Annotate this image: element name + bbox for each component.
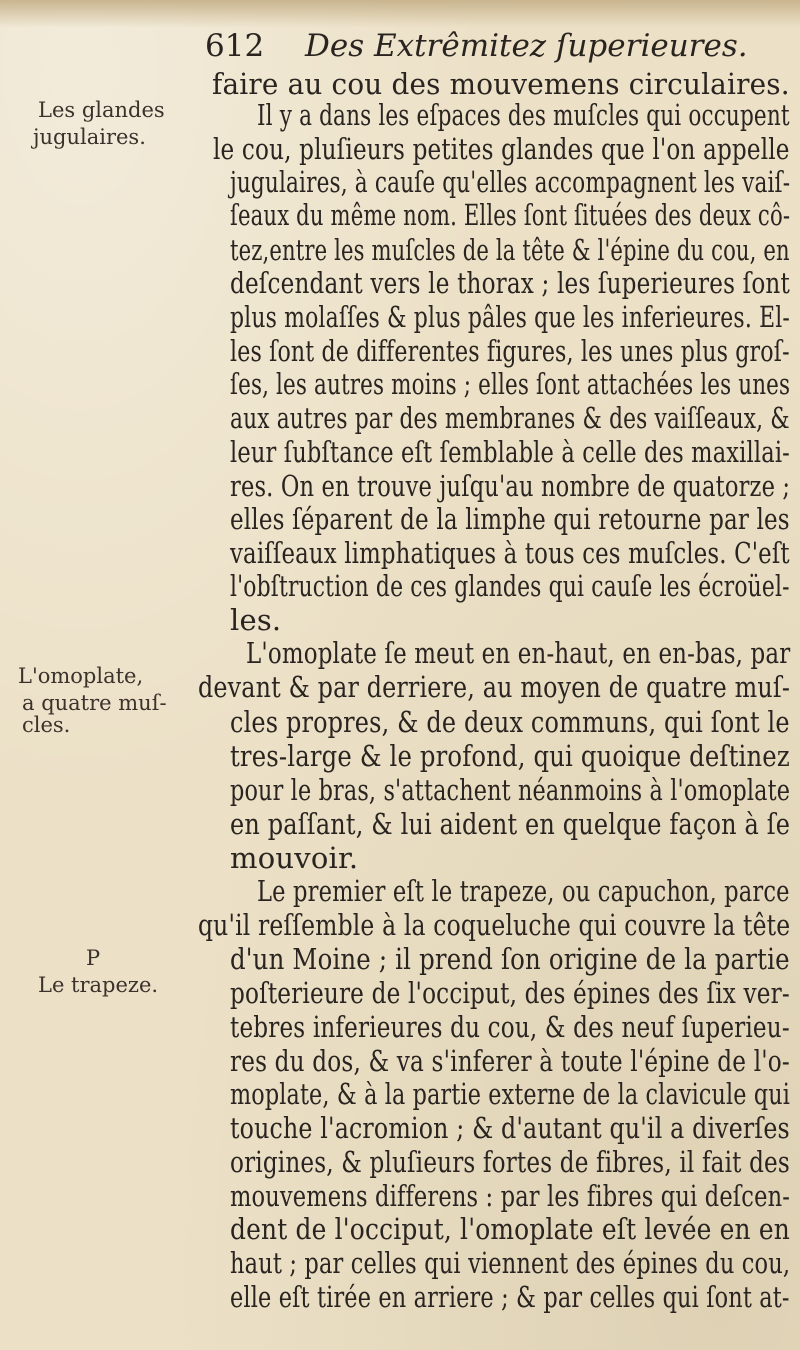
text-line-4: jugulaires, à cauſe qu'elles accompagnent les vaiſ- [230,165,791,199]
text-line-19: devant & par derriere, au moyen de quatre muſ- [198,670,791,704]
margin-note-cles: cles. [22,713,71,737]
page-number: 612 [205,28,265,64]
page-top-edge [0,0,800,28]
text-line-12: leur ſubſtance eſt ſemblable à celle des maxillai- [230,435,790,469]
text-line-3: le cou, pluſieurs petites glandes que l'on appelle [213,132,790,166]
text-line-28: poſterieure de l'occiput, des épines des ſix ver- [230,976,790,1010]
text-line-2: Il y a dans les eſpaces des muſcles qui occupent [257,98,790,132]
text-line-8: plus molaſſes & plus pâles que les inferieures. El- [230,300,790,334]
margin-note-p: P [86,946,101,970]
margin-note-quatre-muscles: a quatre muſ- [22,691,167,715]
text-line-1: faire au cou des mouvemens circulaires. [212,67,790,101]
text-line-9: les ſont de differentes figures, les unes plus groſ- [230,334,790,368]
text-line-5: ſeaux du même nom. Elles ſont ſituées des deux cô- [230,198,791,232]
text-line-37: elle eſt tirée en arriere ; & par celles qui ſont at- [230,1280,790,1314]
margin-note-glandes: Les glandes [38,98,165,122]
text-line-23: en paſſant, & lui aident en quelque façon à ſe [230,807,791,841]
text-line-15: vaiſſeaux limphatiques à tous ces muſcles. C'eſt [230,536,790,570]
text-line-29: tebres inferieures du cou, & des neuf ſuperieu- [230,1010,790,1044]
text-line-22: pour le bras, s'attachent néanmoins à l'omoplate [230,773,791,807]
text-line-34: mouvemens differens : par les fibres qui deſcen- [230,1179,791,1213]
margin-note-omoplate: L'omoplate, [18,664,144,688]
text-line-10: ſes, les autres moins ; elles ſont attachées les unes [230,367,791,401]
text-line-20: cles propres, & de deux communs, qui ſont le [230,705,790,739]
text-line-16: l'obſtruction de ces glandes qui cauſe les écroüel- [230,569,790,603]
text-line-6: tez,entre les muſcles de la tête & l'épine du cou, en [230,233,790,267]
text-line-7: deſcendant vers le thorax ; les ſuperieures ſont [230,266,790,300]
text-line-25: Le premier eſt le trapeze, ou capuchon, parce [257,874,790,908]
text-line-35: dent de l'occiput, l'omoplate eſt levée en en [230,1212,790,1246]
text-line-33: origines, & pluſieurs fortes de fibres, il fait des [230,1145,790,1179]
text-line-13: res. On en trouve juſqu'au nombre de quatorze ; [230,469,791,503]
text-line-30: res du dos, & va s'inferer à toute l'épine de l'o- [230,1044,790,1078]
text-line-21: tres-large & le profond, qui quoique deſtinez [230,739,790,773]
text-line-36: haut ; par celles qui viennent des épines du cou, [230,1246,791,1280]
text-line-26: qu'il reſſemble à la coqueluche qui couvre la tête [198,908,791,942]
text-line-14: elles ſéparent de la limphe qui retourne par les [230,502,790,536]
margin-note-trapeze: Le trapeze. [38,973,159,997]
text-line-17: les. [230,603,282,637]
text-line-31: moplate, & à la partie externe de la clavicule qui [230,1077,791,1111]
running-title: Des Extrêmitez ſuperieures. [305,28,748,64]
text-line-18: L'omoplate ſe meut en en-haut, en en-bas, par [246,636,791,670]
text-line-11: aux autres par des membranes & des vaiſſeaux, & [230,401,790,435]
text-line-27: d'un Moine ; il prend ſon origine de la partie [230,942,790,976]
text-line-32: touche l'acromion ; & d'autant qu'il a diverſes [230,1111,790,1145]
text-line-24: mouvoir. [230,841,359,875]
margin-note-jugulaires: jugulaires. [33,125,146,149]
